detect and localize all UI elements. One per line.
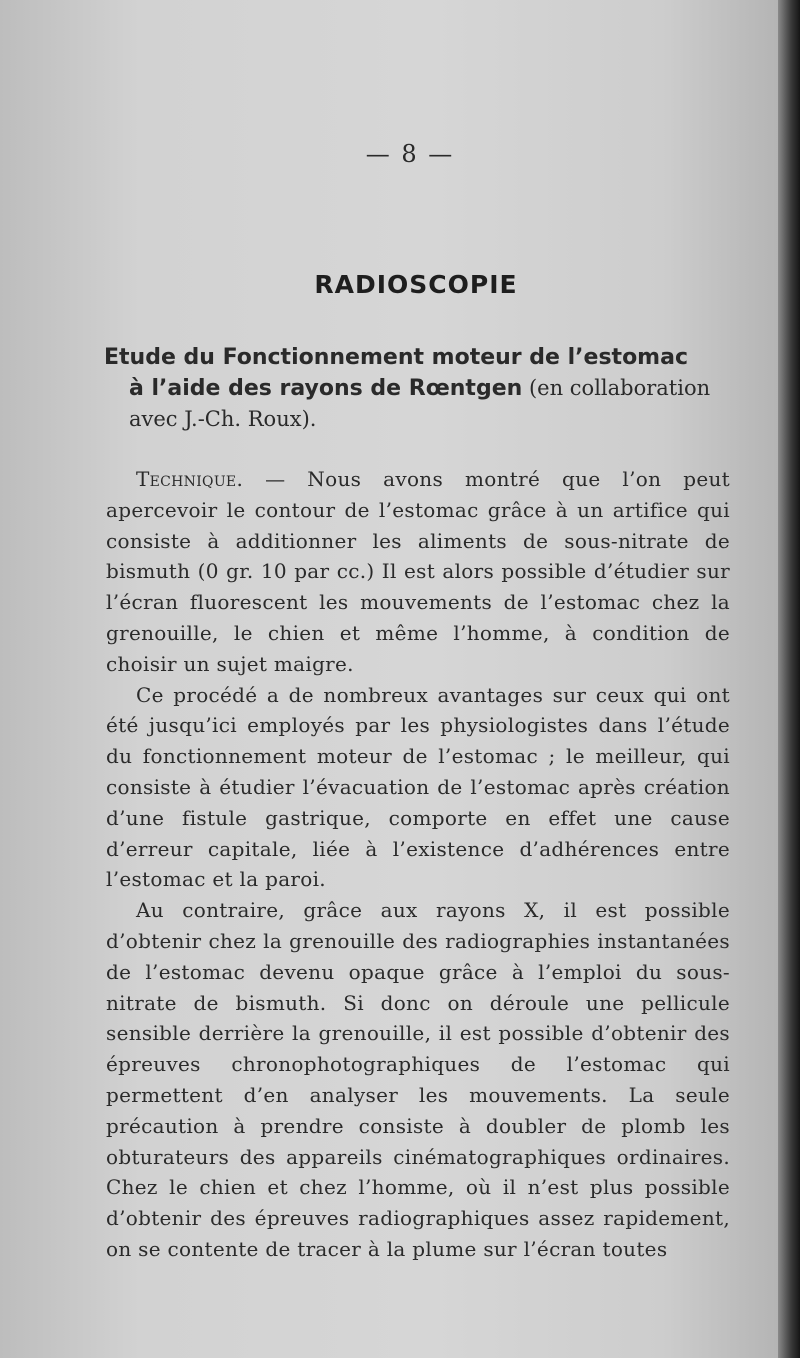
paragraph-advantages: Ce procédé a de nombreux avantages sur ceux qui ont été jusqu’ici employés par les physiologistes dans l’étude du fonctionnement moteur de l’estomac ; le meilleur, qui consiste à étudier l’évacuation de l’estomac après création d’une fistule gastrique, comporte en effet une cause d’erreur capitale, liée à l’existence d’adhérences entre l’estomac et la paroi. (106, 682, 730, 892)
technique-text: — Nous avons montré que l’on peut apercevoir le contour de l’estomac grâce à un artifice qui consiste à additionner les aliments de sous-nitrate de bismuth (0 gr. 10 par cc.) Il est alors possible d’étudier sur l’écran fluorescent les mouvements de l’estomac chez la grenouille, le chien et même l’homme, à condition de choisir un sujet maigre. (106, 467, 730, 676)
entry-heading (104, 342, 744, 435)
section-title: RADIOSCOPIE (314, 270, 518, 299)
entry-title-line-2: à l’aide des rayons de Rœntgen (129, 376, 523, 401)
entry-title-line-1: Etude du Fonctionnement moteur de l’estomac (104, 345, 688, 370)
body-text (106, 464, 730, 1265)
page-number: — 8 — (365, 140, 455, 168)
page-edge-shadow (778, 0, 800, 1358)
technique-label: Technique. (136, 467, 244, 491)
paragraph-technique (106, 464, 730, 680)
paragraph-x-rays: Au contraire, grâce aux rayons X, il est possible d’obtenir chez la grenouille des radiographies instantanées de l’estomac devenu opaque grâce à l’emploi du sous-nitrate de bismuth. Si donc on déroule une pellicule sensible derrière la grenouille, il est possible d’obtenir des épreuves chronophotographiques de l’estomac qui permettent d’en analyser les mouvements. La seule précaution à prendre consiste à doubler de plomb les obturateurs des appareils cinématographiques ordinaires. Chez le chien et chez l’homme, où il n’est plus possible d’obtenir des épreuves radiographiques assez rapidement, on se contente de tracer à la plume sur l’écran toutes (106, 898, 730, 1261)
entry-collaboration-note: (en collaboration avec J.-Ch. Roux). (129, 376, 711, 431)
